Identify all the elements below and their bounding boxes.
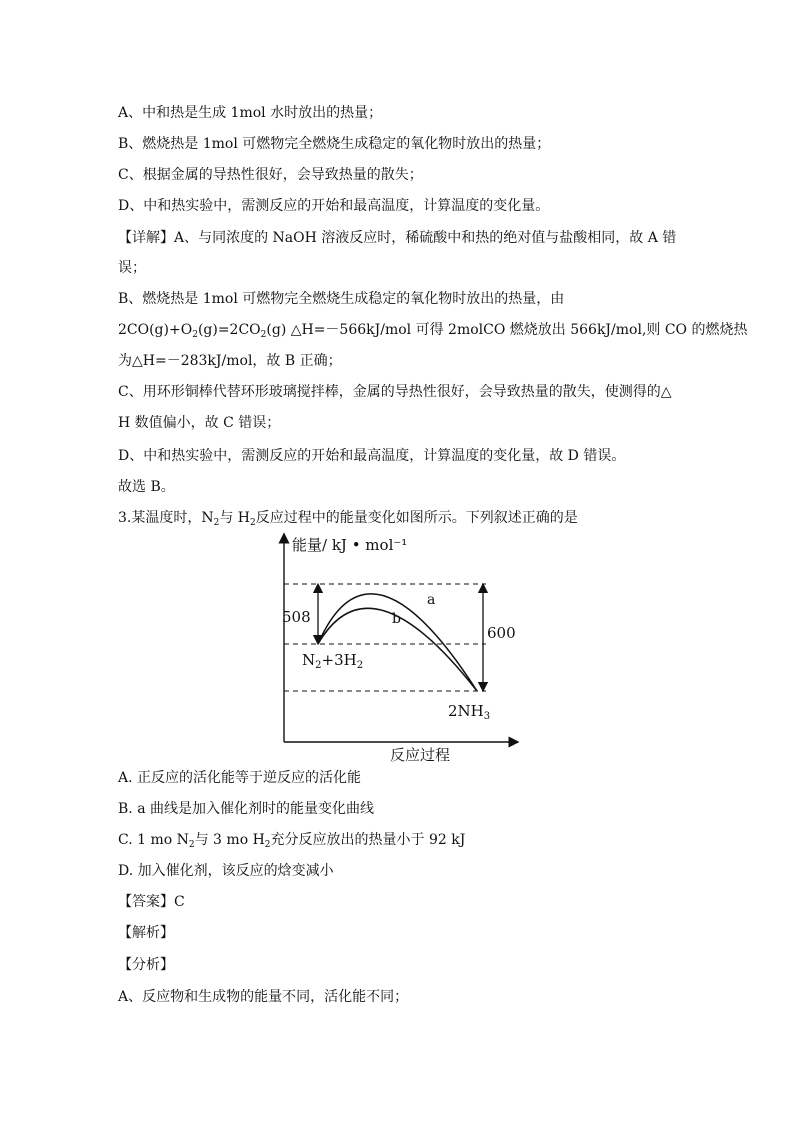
- option-c-part-2: 与 3 mo H: [194, 832, 265, 848]
- analysis-label: 【解析】: [118, 925, 174, 941]
- curve-b-label: b: [392, 611, 401, 627]
- answer-line: 【答案】C: [118, 894, 185, 910]
- question-sub-1: 2: [213, 518, 220, 528]
- detail-line-3: B、燃烧热是 1mol 可燃物完全燃烧生成稳定的氧化物时放出的热量，由: [118, 291, 565, 307]
- y-axis-label: 能量/ kJ • mol⁻¹: [292, 536, 408, 554]
- analysis-line-c: C、根据金属的导热性很好，会导致热量的散失；: [118, 167, 423, 183]
- detail-line-8: D、中和热实验中，需测反应的开始和最高温度，计算温度的变化量，故 D 错误。: [118, 448, 626, 464]
- detail-line-1: 【详解】A、与同浓度的 NaOH 溶液反应时，稀硫酸中和热的绝对值与盐酸相同，故 A 错: [118, 230, 677, 246]
- reactants-n: N: [302, 651, 316, 669]
- option-c-part-1: C. 1 mo N: [118, 832, 189, 848]
- option-c-part-3: 充分反应放出的热量小于 92 kJ: [270, 832, 466, 848]
- reactants-sub-1: 2: [315, 660, 322, 671]
- detail-line-9: 故选 B。: [118, 479, 175, 495]
- value-left-label: 508: [282, 608, 311, 626]
- product-sub: 3: [483, 711, 491, 722]
- option-c-sub-2: 2: [264, 840, 271, 850]
- option-c: [118, 830, 465, 850]
- option-d: D. 加入催化剂，该反应的焓变减小: [118, 863, 334, 879]
- option-a: A. 正反应的活化能等于逆反应的活化能: [118, 770, 362, 786]
- analysis-line-d: D、中和热实验中，需测反应的开始和最高温度，计算温度的变化量。: [118, 198, 550, 214]
- question-part-1: 3.某温度时，N: [118, 510, 214, 526]
- energy-diagram: [270, 530, 530, 770]
- question-part-3: 反应过程中的能量变化如图所示。下列叙述正确的是: [255, 510, 578, 526]
- question-sub-2: 2: [250, 518, 256, 528]
- value-right-label: 600: [487, 624, 516, 642]
- detail-line-7: H 数值偏小，故 C 错误；: [118, 415, 281, 431]
- question-stem: [118, 508, 578, 528]
- option-b: B. a 曲线是加入催化剂时的能量变化曲线: [118, 801, 374, 817]
- equation-sub-2: 2: [260, 330, 267, 340]
- product-nh: 2NH: [448, 702, 484, 720]
- equation-part-1: 2CO(g)+O: [118, 322, 193, 338]
- detail-line-5: 为△H=－283kJ/mol，故 B 正确；: [118, 353, 342, 369]
- last-line: A、反应物和生成物的能量不同，活化能不同；: [118, 989, 409, 1005]
- reactants-label: [302, 651, 363, 671]
- detail-line-6: C、用环形铜棒代替环形玻璃搅拌棒，金属的导热性很好，会导致热量的散失，使测得的△: [118, 384, 672, 400]
- x-axis-label: 反应过程: [390, 746, 451, 764]
- reactants-h: +3H: [321, 651, 357, 669]
- equation-part-3: (g) △H=－566kJ/mol 可得 2molCO 燃烧放出 566kJ/mol,则 CO 的燃烧热: [266, 322, 748, 338]
- curve-a-path: [318, 594, 477, 691]
- detail-line-4: [118, 320, 747, 340]
- fenxi-label: 【分析】: [118, 957, 174, 973]
- analysis-line-a: A、中和热是生成 1mol 水时放出的热量；: [118, 105, 383, 121]
- question-part-2: 与 H: [219, 510, 251, 526]
- equation-part-2: (g)=2CO: [197, 322, 261, 338]
- reactants-sub-2: 2: [356, 660, 364, 671]
- analysis-line-b: B、燃烧热是 1mol 可燃物完全燃烧生成稳定的氧化物时放出的热量；: [118, 136, 551, 152]
- product-label: [448, 702, 490, 722]
- option-c-sub-1: 2: [188, 840, 195, 850]
- curve-a-label: a: [427, 592, 436, 608]
- detail-line-2: 误；: [118, 260, 146, 276]
- equation-sub-1: 2: [192, 330, 198, 340]
